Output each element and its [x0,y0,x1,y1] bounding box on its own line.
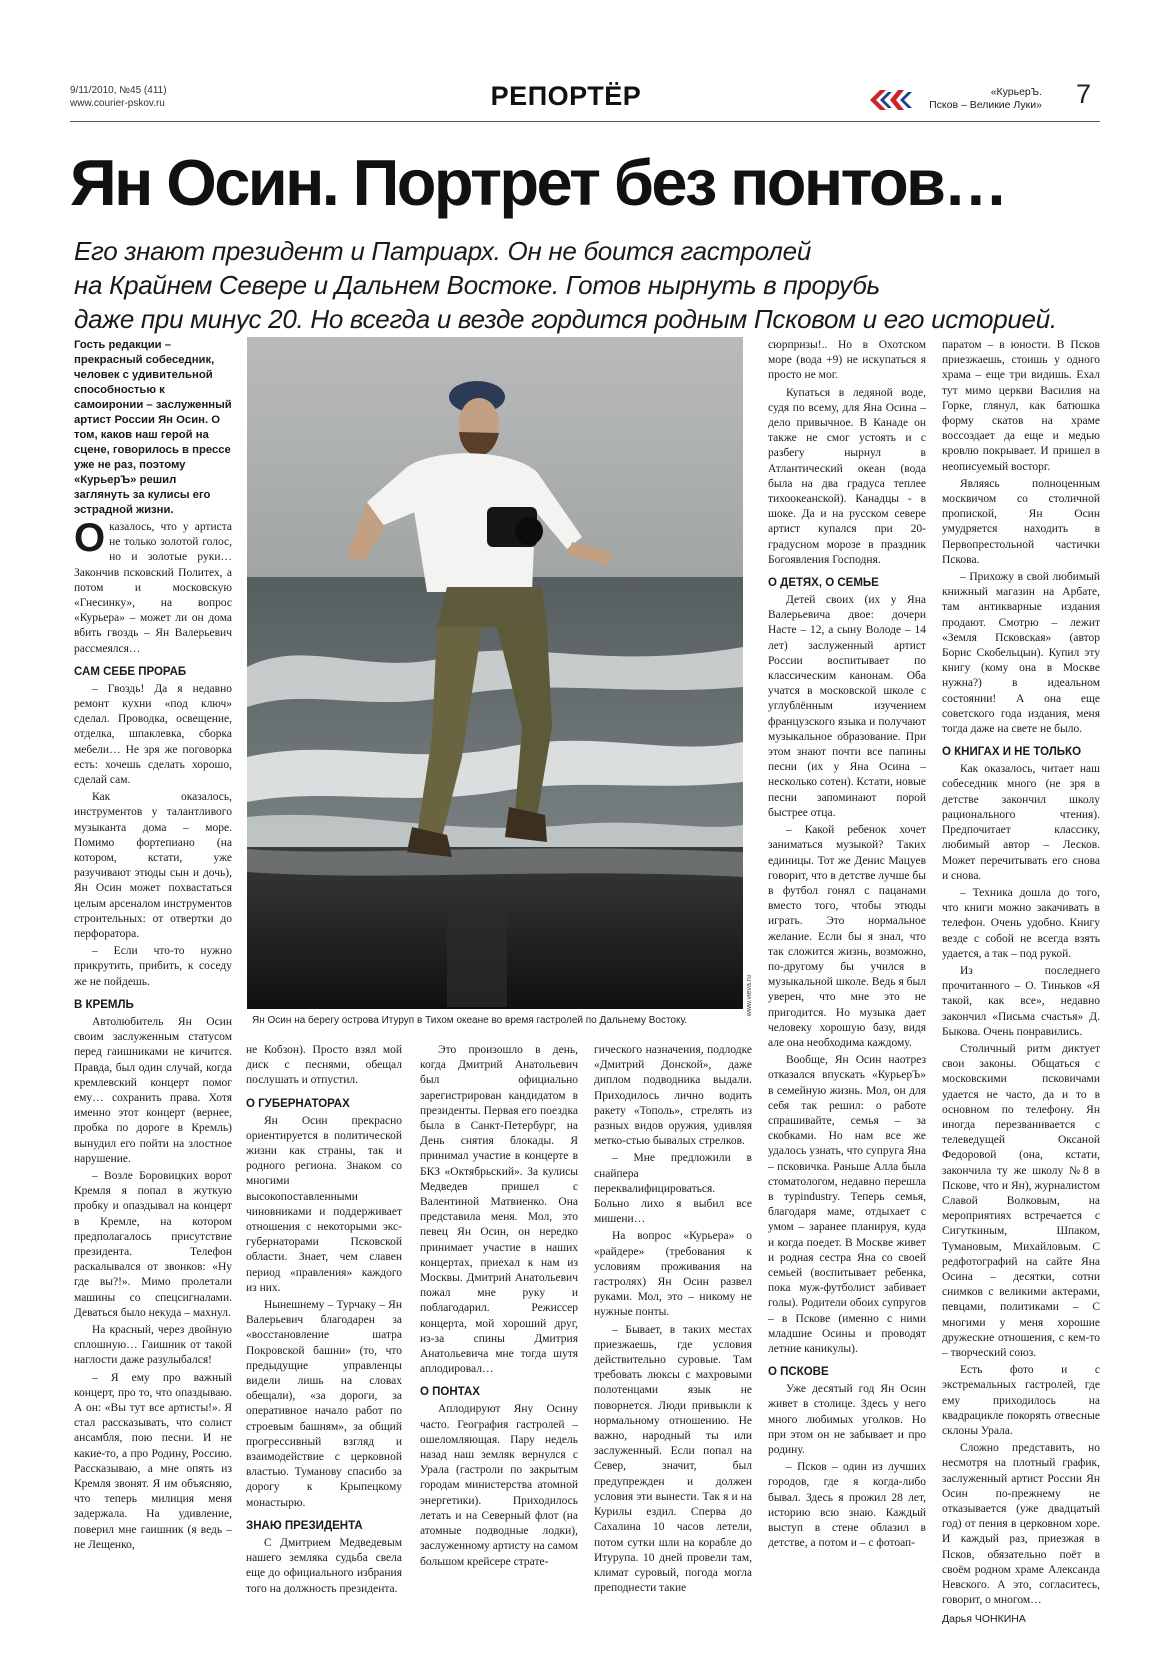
paragraph: Сложно представить, но несмотря на плотный график, заслуженный артист России Ян Осин по-прежнему не отказывается (уже двадцатый год) от пения в церковном хоре. И каждый раз, приезжая в Псков, обязательно поёт в своём родном храме Александа Невского. А это, согласитесь, говорит, о многом… [942,1442,1100,1607]
courier-logo-icon [868,86,920,114]
subheading: САМ СЕБЕ ПРОРАБ [74,665,187,678]
paragraph: Являясь полноценным москвичом со столичной пропиской, Ян Осин умудряется находить в Первопрестольной частички Пскова. [942,477,1100,566]
paragraph: Как оказалось, инструментов у талантливого музыканта дома – море. Помимо фортепиано (на котором, кстати, уже разучивают этюды сын и дочь), Ян Осин может похвастаться целым арсеналом инструментов строительных: от отвертки до перфоратора. [74,791,232,941]
paragraph: Как оказалось, читает наш собеседник много (не зря в детстве закончил школу рационального чтения). Предпочитает классику, любимый автор – Лесков. Может перечитывать его снова и снова. [942,763,1100,882]
paragraph: – Если что-то нужно прикрутить, прибить, к соседу же не пойдешь. [74,945,232,988]
subheading: О ГУБЕРНАТОРАХ [246,1097,350,1110]
paragraph: Детей своих (их у Яна Валерьевича двое: дочери Насте – 12, а сыну Володе – 14 лет) заслуженный артист России воспитывает по классическим канонам. Оба учатся в московской школе с углублённым изучением французского языка и получают музыкальное образование. При этом знают почти все папины песни (их у Яна Осина – несколько сотен). Кстати, новые песни запоминают порой быстрее отца. [768,594,926,819]
paragraph: Аплодируют Яну Осину часто. География гастролей – ошеломляющая. Пару недель назад наш земляк вернулся с Урала (гастроли по закрытым городам министерства атомной энергетики). Приходилось летать и на Северный флот (на атомные подводные лодки), заслуженному артисту на самом большом крейсере страте- [420,1403,578,1568]
column-1 [74,338,232,1583]
paragraph: – Прихожу в свой любимый книжный магазин на Арбате, там антикварные издания продают. Смотрю – лежит «Земля Псковская» (автор Борис Скобельцын). Купил эту книгу (кому она в Москве нужна?) в идеальном состоянии! А она еще советского года издания, меня тогда даже на свете не было. [942,571,1100,736]
paragraph: Автолюбитель Ян Осин своим заслуженным статусом перед гаишниками не кичится. Правда, был один случай, когда кремлевский концерт помог ему… сохранить права. Хотя именно этот концерт (вернее, пробка по дороге в Кремль) вынудил его пойти на злостное нарушение. [74,1015,232,1165]
paragraph: Столичный ритм диктует свои законы. Общаться с московскими псковичами удается не часто, да и то в основном по телефону. Ян иногда перезванивается с телеведущей Оксаной Федоровой (она, кстати, закончила ту же школу №8 в Пскове, что и Ян), журналистом Славой Волковым, на мероприятиях встречается с Сигуткиным, Шпаком, Тумановым, Михайловым. С редфотографий на сайте Яна Осина – десятки, сотни снимков с великими актерами, певцами, политиками – С многими у меня хорошие дружеские отношения, с кем-то – творческий союз. [942,1042,1100,1359]
paragraph: – Я ему про важный концерт, про то, что опаздываю. А он: «Вы тут все артисты!». Я стал рассказывать, что солист ансамбля, пою песни. И не какие-то, а про Родину, Россию. Рассказываю, а мне опять из Кремля звонят. Я им объясняю, что теперь милиция меня задержала. На удивление, поверил мне гаишник (я ведь – не Лещенко, [74,1371,232,1551]
paragraph: – Псков – один из лучших городов, где я когда-либо бывал. Здесь я прожил 28 лет, историю всю знаю. Каждый выступ в стене облазил в детстве, а потом и – с фотоап- [768,1461,926,1550]
paragraph: На вопрос «Курьера» о «райдере» (требования к условиям проживания на гастролях) Ян Осин развел руками. Мол, это – никому не нужные понты. [594,1230,752,1319]
photo-credit: www.vieva.ru [746,975,753,1017]
deck-line: даже при минус 20. Но всегда и везде гордится родным Псковом и его историей. [74,304,1057,334]
paragraph: Вообще, Ян Осин наотрез отказался впускать «КурьерЪ» в семейную жизнь. Мол, он для себя так решил: о работе спрашивайте, семья – за скобками. Но нам все же удалось узнать, что супруга Яна – псковичка. Раньше Алла была стоматологом, недавно перешла в турindustry. Теперь семья, благодаря маме, отдыхает с умом – заранее планируя, куда и когда поедет. В Москве живет и родная сестра Яна со своей семьей (воспитывает ребенка, пока муж-футболист забивает голы). Родители обоих супругов – в Пскове (именно с ними младшие Осины и проводят летние каникулы). [768,1054,926,1355]
paragraph: сюрпризы!.. Но в Охотском море (вода +9) не искупаться я просто не мог. [768,339,926,382]
paragraph: На красный, через двойную сплошную… Гаишник от такой наглости даже разулыбался! [74,1323,232,1367]
photo-caption: Ян Осин на берегу острова Итуруп в Тихом океане во время гастролей по Дальнему Востоку. [252,1015,688,1026]
paragraph: Уже десятый год Ян Осин живет в столице. Здесь у него много любимых уголков. Но при этом он не забывает и про родину. [768,1383,926,1457]
article-title: Ян Осин. Портрет без понтов… [70,146,1006,219]
subheading: О ПОНТАХ [420,1386,480,1399]
column-6 [942,338,1100,1626]
column-4 [594,1043,752,1595]
paragraph: Есть фото и с экстремальных гастролей, где ему приходилось на квадрацикле покорять отвесные склоны Урала. [942,1364,1100,1438]
section-rubric: РЕПОРТЁР [490,81,642,111]
column-2 [246,1043,402,1595]
paragraph: – Гвоздь! Да я недавно ремонт кухни «под ключ» сделал. Проводка, освещение, отделка, шпаклевка, сборка мебели… Не зря же поговорка есть: хочешь сделать хорошо, сделай сам. [74,682,232,787]
drop-cap: О [74,516,106,560]
subheading: В КРЕМЛЬ [74,998,134,1011]
deck-line: Его знают президент и Патриарх. Он не боится гастролей [74,236,811,266]
subheading: О ДЕТЯХ, О СЕМЬЕ [768,577,879,590]
column-3 [420,1043,578,1583]
paragraph: Нынешнему – Турчаку – Ян Валерьевич благодарен за «восстановление шатра Покровской башни» (то, что предыдущие управленцы видели лишь на словах обещали), «за дороги, за оперативное начало работ по строевым башням», за общий прогрессивный взгляд и взаимодействие с церковной властью. Туманову спасибо за дорогу к Крыпецкому монастырю. [246,1299,402,1509]
paper-title: «КурьерЪ. [990,86,1042,98]
paper-name [922,86,1042,112]
issue-number: 9/11/2010, №45 (411) [70,85,167,96]
paragraph: Ян Осин прекрасно ориентируется в политической жизни как страны, так и родного региона. Знаком со многими высокопоставленными чиновниками и поддерживает отношения с некоторыми экс-губернаторами Псковской области. Знает, чем славен период «правления» каждого из них. [246,1114,402,1294]
article-deck [74,234,1114,336]
paragraph: Из последнего прочитанного – О. Тиньков «Я такой, как все», недавно закончил «Письма счастья» Д. Быкова. Очень понравились. [942,964,1100,1038]
paragraph: паратом – в юности. В Псков приезжаешь, стоишь у одного храма – еще три видишь. Ехал тут мимо церкви Василия на Горке, глянул, как батюшка форму скатов на храме воссоздает да еще и медью кровлю покрывает. И пришел в неописуемый восторг. [942,339,1100,473]
subheading: ЗНАЮ ПРЕЗИДЕНТА [246,1519,363,1532]
photo-man-on-beach [247,337,743,1009]
paragraph: – Бывает, в таких местах приезжаешь, где условия действительно суровые. Там требовать люксы с махровыми полотенцами язык не поворнется. Люди привыкли к нормальному отношению. Не важно, народный ты или заслуженный. Если попал на Север, значит, был предупрежден и должен условия эти вынести. Так я и на Курилы ездил. Сперва до Сахалина 10 часов летели, потом сутки шли на корабле до Итурупа. 10 дней провели там, климат суровый, погода могла преподнести такие [594,1323,752,1595]
author-byline: Дарья ЧОНКИНА [942,1613,1026,1626]
paragraph: Это произошло в день, когда Дмитрий Анатольевич был официально зарегистрирован кандидатом в президенты. Первая его поездка была в Санкт-Петербург, на День снятия блокады. Я принимал участие в концерте в БКЗ «Октябрьский». За кулисы Медведев пришел с Валентиной Матвиенко. Она представила меня. Мол, это певец Ян Осин, он нередко принимает участие в наших концертах, приехал к нам из Москвы. Дмитрий Анатольевич пожал мне руку и поблагодарил. Режиссер концерта, мой хороший друг, из-за спины Дмитрия Анатольевича мне тогда шутя аплодировал… [420,1044,578,1376]
page-number: 7 [1076,79,1092,109]
column-5 [768,338,926,1583]
paragraph: С Дмитрием Медведевым нашего земляка судьба свела еще до официального избрания того на должность президента. [246,1536,402,1595]
subheading: О ПСКОВЕ [768,1366,829,1379]
paragraph: – Какой ребенок хочет заниматься музыкой? Таких единицы. Тот же Денис Мацуев говорит, что в детстве лучше бы в футбол гонял с пацанами вместо того, чтобы этюды играть. Это нормальное желание. Если бы я знал, что так сложится жизнь, возможно, по-другому бы учился в музыкальной школе. Ведь я был уверен, что мне это не пригодится. Но музыка дает человеку хорошую базу, видя але она необходима каждому. [768,824,926,1049]
masthead-issue-info [70,84,167,110]
subheading: О КНИГАХ И НЕ ТОЛЬКО [942,746,1082,759]
header-divider [70,121,1100,122]
article-photo [247,337,743,1009]
paragraph: – Возле Боровицких ворот Кремля я попал в жуткую пробку и опаздывал на концерт в Кремле, на котором предполагалось присутствие президента. Телефон раскалывался от звонков: «Ну где вы?!». Мимо пролетали машины со спецсигналами. Деваться было некуда – махнул. [74,1169,232,1319]
paragraph: – Мне предложили в снайпера переквалифицироваться. Больно лихо я выбил все мишени… [594,1152,752,1226]
paragraph: не Кобзон). Просто взял мой диск с песнями, обещал послушать и отпустил. [246,1044,402,1087]
paper-city: Псков – Великие Луки» [929,99,1042,111]
paragraph: Оказалось, что у артиста не только золотой голос, но и золотые руки… Закончив псковский Политех, а потом и московскую «Гнесинку», на вопрос «Курьера» – может ли он дома вбить гвоздь – Ян Валерьевич рассмеялся… [74,516,232,655]
deck-line: на Крайнем Севере и Дальнем Востоке. Готов нырнуть в прорубь [74,270,880,300]
paragraph: – Техника дошла до того, что книги можно закачивать в телефон. Очень удобно. Книгу везде с собой не всегда взять удается, а так – под рукой. [942,886,1100,960]
article-lead: Гость редакции – прекрасный собеседник, человек с удивительной способностью к самоиронии – заслуженный артист России Ян Осин. О том, каков наш герой на сцене, говорилось в прессе уже не раз, поэтому «КурьерЪ» решил заглянуть за кулисы его эстрадной жизни. [74,339,232,516]
paragraph: гического назначения, подлодке «Дмитрий Донской», даже диплом подводника выдали. Приходилось лично водить ракету «Тополь», стрелять из разных видов оружия, удивляя метко-стью бывалых стрелков. [594,1044,752,1148]
paragraph: Купаться в ледяной воде, судя по всему, для Яна Осина – дело привычное. В Канаде он также не смог устоять и с разбегу нырнул в Атлантический океан (вода была на два градуса теплее тихоокеанской). Канадцы - в шоке. Да и на русском севере артист купался при 20-градусном морозе в праздник Богоявления Господня. [768,386,926,566]
site-url[interactable]: www.courier-pskov.ru [70,98,165,109]
